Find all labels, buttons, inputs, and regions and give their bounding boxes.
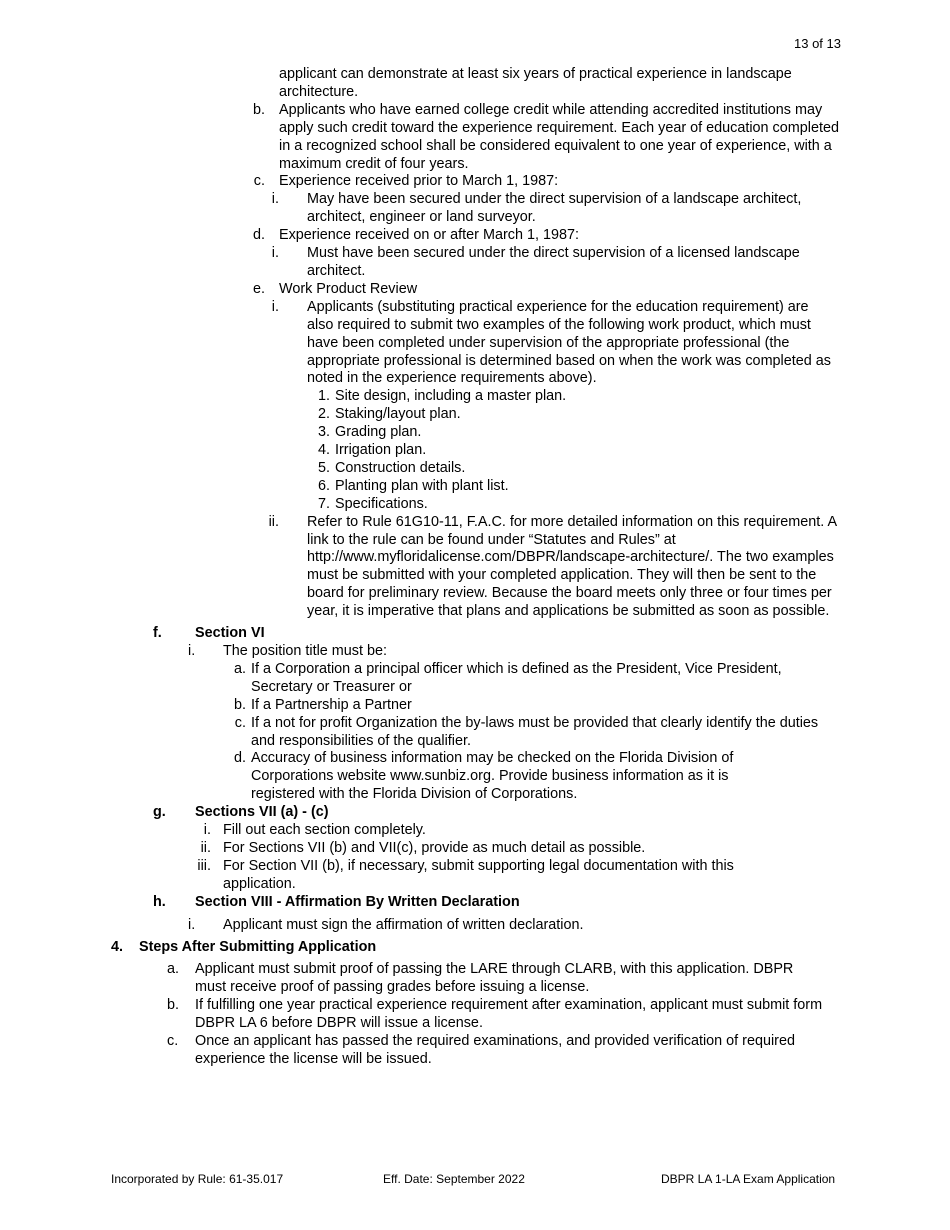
item-text: For Section VII (b), if necessary, submit supporting legal documentation with this application. (223, 857, 734, 892)
item-text: Experience received on or after March 1, 1987: (279, 227, 579, 244)
list-item (233, 660, 831, 697)
item-text: If a Partnership a Partner (251, 696, 412, 713)
item-marker: i. (203, 822, 211, 839)
item-text: Once an applicant has passed the required examinations, and provided verification of required experience the license will be issued. (195, 1033, 795, 1067)
item-text: Grading plan. (335, 424, 422, 441)
item-text: Must have been secured under the direct supervision of a licensed landscape architect. (307, 245, 800, 279)
item-text: applicant can demonstrate at least six years of practical experience in landscape architecture. (279, 66, 792, 100)
item-marker: i. (271, 245, 279, 262)
item-text: The position title must be: (223, 643, 387, 659)
item-text: Irrigation plan. (335, 442, 427, 459)
item-marker: b. (252, 101, 265, 118)
footer-rule: Incorporated by Rule: 61-35.017 (111, 1172, 284, 1186)
section-heading (153, 804, 795, 822)
item-marker: a. (167, 961, 180, 978)
list-item (188, 643, 823, 661)
item-marker: g. (153, 804, 166, 821)
item-text: If a not for profit Organization the by-laws must be provided that clearly identify the duties and responsibilities of the qualifier. (251, 714, 819, 749)
item-text: Site design, including a master plan. (335, 388, 567, 405)
item-text: Refer to Rule 61G10-11, F.A.C. for more detailed information on this requirement. A link to the rule can be found under “Statutes and Rules” at http://www.myfloridalicense.com/DBPR/landscape-architecture/. The two examples must be submitted with your completed application. They will then be sent to the board for preliminary review. Because the board meets only three or four times per year, it is imperative that plans and applications be submitted as soon as possible. (307, 513, 837, 620)
item-text: Steps After Submitting Application (139, 938, 377, 955)
item-marker: d. (233, 750, 246, 767)
item-marker: iii. (197, 857, 211, 874)
list-item (252, 227, 839, 245)
item-marker: 7. (317, 495, 330, 512)
list-item (167, 997, 845, 1033)
item-marker: i. (271, 298, 279, 315)
footer-date: Eff. Date: September 2022 (383, 1172, 525, 1186)
item-text: Experience received prior to March 1, 1987: (279, 173, 559, 190)
list-item (271, 245, 807, 281)
item-text: Applicant must submit proof of passing the LARE through CLARB, with this application. DBPR must receive proof of passing grades before issuing a license. (195, 961, 794, 996)
item-text: For Sections VII (b) and VII(c), provide as much detail as possible. (223, 839, 646, 856)
list-item (253, 173, 839, 191)
item-marker: 4. (111, 938, 124, 955)
item-text: Section VI (195, 625, 265, 642)
list-item (233, 750, 791, 804)
item-marker: 5. (317, 459, 330, 476)
section-heading (153, 625, 795, 643)
list-item (203, 822, 803, 840)
list-item (252, 101, 839, 174)
item-marker: i. (188, 643, 196, 659)
item-text: If a Corporation a principal officer which is defined as the President, Vice President, Secretary or Treasurer or (251, 660, 782, 695)
item-text: Fill out each section completely. (223, 822, 426, 839)
list-item (188, 916, 803, 935)
item-marker: f. (153, 625, 162, 642)
item-marker: c. (253, 173, 265, 190)
item-marker: h. (153, 893, 166, 910)
list-item (197, 857, 803, 894)
list-item (234, 714, 831, 751)
item-marker: 3. (317, 424, 330, 441)
item-marker: ii. (268, 513, 279, 530)
list-item (233, 696, 831, 715)
item-text: Sections VII (a) - (c) (195, 804, 329, 821)
section-heading (111, 938, 739, 957)
item-marker: i. (188, 916, 196, 933)
item-marker: 6. (317, 477, 330, 494)
item-marker: a. (233, 660, 246, 677)
item-text: Applicants (substituting practical experience for the education requirement) are also required to submit two examples of the following work product, which must have been completed under supervision of the appropriate professional (the appropriate professional is determined based on when the work was completed as noted in the experience requirements above). (307, 298, 831, 387)
item-text: Accuracy of business information may be checked on the Florida Division of Corporations website www.sunbiz.org. Provide business information as it is registered with the Florida Division of Corporations. (251, 750, 734, 803)
item-marker: b. (233, 696, 246, 713)
item-marker: b. (167, 997, 180, 1014)
list-item (317, 388, 835, 406)
list-item (317, 424, 835, 442)
list-item (271, 191, 807, 227)
item-text: May have been secured under the direct supervision of a landscape architect, architect, engineer or land surveyor. (307, 191, 802, 226)
item-text: Construction details. (335, 459, 466, 476)
item-text: If fulfilling one year practical experience requirement after examination, applicant must submit form DBPR LA 6 before DBPR will issue a license. (195, 997, 823, 1032)
list-item (268, 513, 837, 621)
item-text: Work Product Review (279, 280, 418, 297)
list-item (167, 961, 815, 997)
item-marker: ii. (200, 839, 211, 856)
page-number: 13 of 13 (794, 36, 841, 51)
list-item (317, 406, 835, 424)
list-item (317, 477, 835, 496)
item-marker: d. (252, 227, 265, 244)
item-text: Planting plan with plant list. (335, 477, 509, 494)
list-item (271, 298, 837, 389)
footer-form: DBPR LA 1-LA Exam Application (661, 1172, 836, 1186)
section-heading (153, 893, 795, 912)
list-item (317, 495, 835, 514)
item-marker: 1. (317, 388, 330, 405)
list-item (279, 66, 839, 102)
item-text: Applicant must sign the affirmation of written declaration. (223, 916, 584, 933)
item-text: Staking/layout plan. (335, 406, 461, 423)
item-marker: 2. (317, 406, 330, 423)
list-item (252, 280, 839, 299)
item-marker: e. (252, 280, 265, 297)
list-item (200, 839, 803, 858)
item-marker: i. (271, 191, 279, 208)
list-item (167, 1033, 795, 1069)
item-text: Applicants who have earned college credit while attending accredited institutions may apply such credit toward the experience requirement. Each year of education completed in a recognized school shall be considered equivalent to one year of experience, with a maximum credit of four years. (279, 101, 839, 172)
item-marker: 4. (317, 442, 330, 459)
item-marker: c. (234, 714, 246, 731)
item-text: Specifications. (335, 495, 428, 512)
list-item (317, 442, 835, 460)
document-body (0, 66, 950, 1069)
list-item (317, 459, 835, 478)
item-text: Section VIII - Affirmation By Written Declaration (195, 893, 520, 910)
item-marker: c. (167, 1033, 179, 1050)
